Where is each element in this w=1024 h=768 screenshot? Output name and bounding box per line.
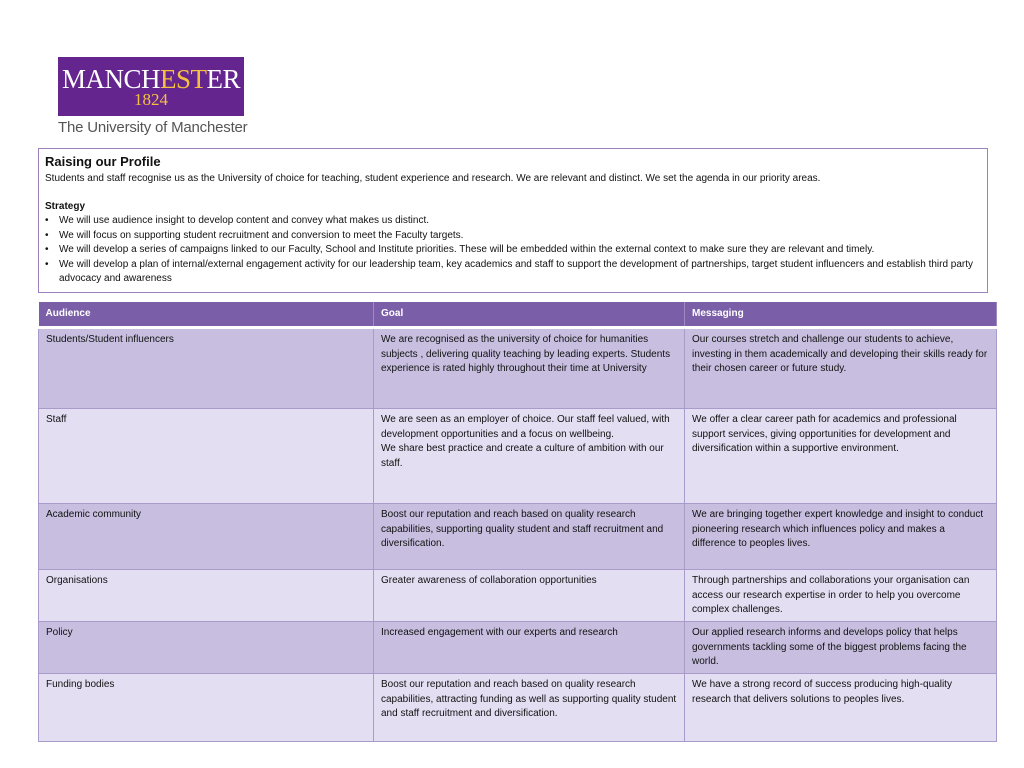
strategy-item: • We will focus on supporting student recruitment and conversion to meet the Faculty targets. bbox=[45, 229, 981, 244]
cell-goal: Boost our reputation and reach based on quality research capabilities, supporting quality student and staff recruitment and diversification. bbox=[374, 504, 685, 570]
profile-title: Raising our Profile bbox=[45, 154, 161, 169]
table-row bbox=[39, 328, 997, 409]
cell-messaging: We have a strong record of success producing high-quality research that delivers solutions to peoples lives. bbox=[685, 674, 997, 742]
strategy-item: • We will develop a plan of internal/external engagement activity for our leadership team, key academics and staff to support the development of partnerships, target student influencers and establish third party advocacy and awareness bbox=[45, 258, 974, 285]
strategy-heading: Strategy bbox=[45, 201, 86, 212]
logo-wordmark: MANCHESTER bbox=[61, 64, 241, 94]
audience-table bbox=[38, 302, 997, 742]
header-audience: Audience bbox=[39, 302, 374, 328]
bullet: • bbox=[45, 215, 49, 226]
cell-goal: We are seen as an employer of choice. Our staff feel valued, with development opportunities and a focus on wellbeing. We share best practice and create a culture of ambition with our staff. bbox=[374, 409, 685, 504]
table-header-row bbox=[39, 302, 997, 328]
cell-messaging: We offer a clear career path for academics and professional support services, giving opportunities for development and diversification within a supportive environment. bbox=[685, 409, 997, 504]
cell-audience: Students/Student influencers bbox=[39, 328, 374, 409]
cell-messaging: Our courses stretch and challenge our students to achieve, investing in them academically and developing their skills ready for their chosen career or future study. bbox=[685, 328, 997, 409]
table-row bbox=[39, 622, 997, 674]
header-messaging: Messaging bbox=[685, 302, 997, 328]
cell-messaging: Our applied research informs and develops policy that helps governments tackling some of the biggest problems facing the world. bbox=[685, 622, 997, 674]
cell-goal: Boost our reputation and reach based on quality research capabilities, attracting funding as well as supporting quality student and staff recruitment and diversification. bbox=[374, 674, 685, 742]
cell-messaging: We are bringing together expert knowledge and insight to conduct pioneering research which influences policy and makes a difference to peoples lives. bbox=[685, 504, 997, 570]
cell-audience: Academic community bbox=[39, 504, 374, 570]
profile-intro: Students and staff recognise us as the University of choice for teaching, student experience and research. We are relevant and distinct. We set the agenda in our priority areas. bbox=[45, 173, 821, 184]
bullet: • bbox=[45, 244, 49, 256]
cell-audience: Organisations bbox=[39, 570, 374, 622]
bullet: • bbox=[45, 229, 49, 241]
cell-goal: Increased engagement with our experts and research bbox=[374, 622, 685, 674]
table-row bbox=[39, 409, 997, 504]
strategy-list bbox=[45, 214, 981, 287]
university-logo bbox=[58, 57, 244, 116]
table-row bbox=[39, 504, 997, 570]
table-row bbox=[39, 674, 997, 742]
logo-year: 1824 bbox=[134, 90, 168, 109]
header-goal: Goal bbox=[374, 302, 685, 328]
cell-audience: Staff bbox=[39, 409, 374, 504]
university-name: The University of Manchester bbox=[58, 119, 248, 136]
bullet: • bbox=[45, 258, 49, 270]
cell-audience: Policy bbox=[39, 622, 374, 674]
cell-audience: Funding bodies bbox=[39, 674, 374, 742]
profile-box bbox=[38, 148, 988, 293]
cell-messaging: Through partnerships and collaborations your organisation can access our research expertise in order to help you overcome complex challenges. bbox=[685, 570, 997, 622]
strategy-item: • We will use audience insight to develop content and convey what makes us distinct. bbox=[45, 214, 981, 229]
cell-goal: Greater awareness of collaboration opportunities bbox=[374, 570, 685, 622]
strategy-item: • We will develop a series of campaigns linked to our Faculty, School and Institute priorities. These will be embedded within the external context to make sure they are relevant and timely. bbox=[45, 243, 981, 258]
cell-goal: We are recognised as the university of choice for humanities subjects , delivering quality teaching by leading experts. Students experience is rated highly throughout their time at University bbox=[374, 328, 685, 409]
table-row bbox=[39, 570, 997, 622]
